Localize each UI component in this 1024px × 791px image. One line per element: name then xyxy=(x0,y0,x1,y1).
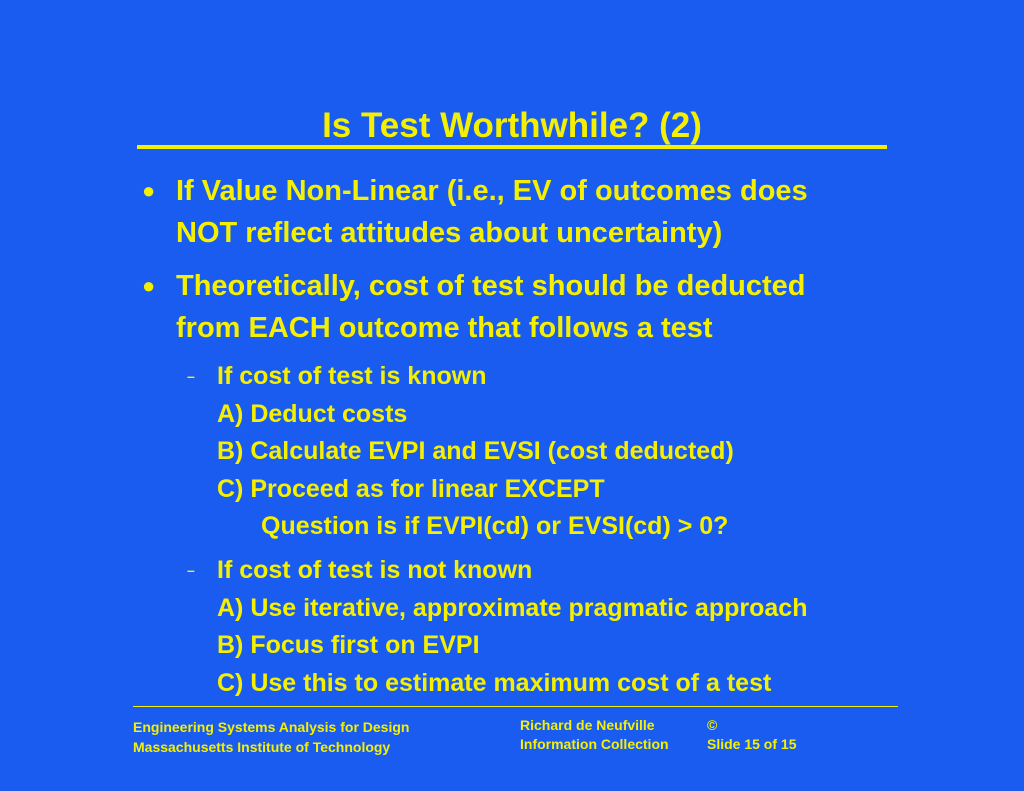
sub-bullet-text: If cost of test is not known xyxy=(217,556,533,584)
sub-bullet-text: C) Use this to estimate maximum cost of a test xyxy=(217,668,772,697)
footer-copyright: © xyxy=(707,717,718,733)
sub-bullet-text: A) Use iterative, approximate pragmatic approach xyxy=(217,593,808,622)
sub-bullet-text: A) Deduct costs xyxy=(217,399,408,428)
footer-course: Engineering Systems Analysis for Design xyxy=(133,719,410,735)
bullet-item xyxy=(142,170,986,254)
sub-bullet-text: B) Calculate EVPI and EVSI (cost deducted) xyxy=(217,437,734,465)
title-underline xyxy=(137,145,887,149)
sub-bullet-text: B) Focus first on EVPI xyxy=(217,631,480,659)
dash-icon: – xyxy=(187,562,195,578)
sub-bullet-text: C) Proceed as for linear EXCEPT xyxy=(217,474,605,503)
footer-institution: Massachusetts Institute of Technology xyxy=(133,739,391,755)
bullet-text: If Value Non-Linear (i.e., EV of outcomes does xyxy=(176,175,808,207)
bullet-icon: ● xyxy=(142,273,156,298)
sub-bullet-item xyxy=(187,358,1007,546)
bullet-item xyxy=(142,265,986,349)
footer-topic: Information Collection xyxy=(520,736,669,752)
slide-title: Is Test Worthwhile? (2) xyxy=(322,106,702,145)
sub-bullet-text: If cost of test is known xyxy=(217,362,487,390)
footer-slide-number: Slide 15 of 15 xyxy=(707,736,797,752)
footer-divider xyxy=(133,706,898,707)
bullet-icon: ● xyxy=(142,178,156,203)
bullet-text: Theoretically, cost of test should be deducted xyxy=(176,270,806,302)
bullet-text: NOT reflect attitudes about uncertainty) xyxy=(176,217,723,249)
bullet-text: from EACH outcome that follows a test xyxy=(176,312,713,344)
sub-bullet-item xyxy=(187,552,1007,702)
sub-bullet-text: Question is if EVPI(cd) or EVSI(cd) > 0? xyxy=(261,512,729,540)
footer-author: Richard de Neufville xyxy=(520,717,655,733)
dash-icon: – xyxy=(187,368,195,384)
